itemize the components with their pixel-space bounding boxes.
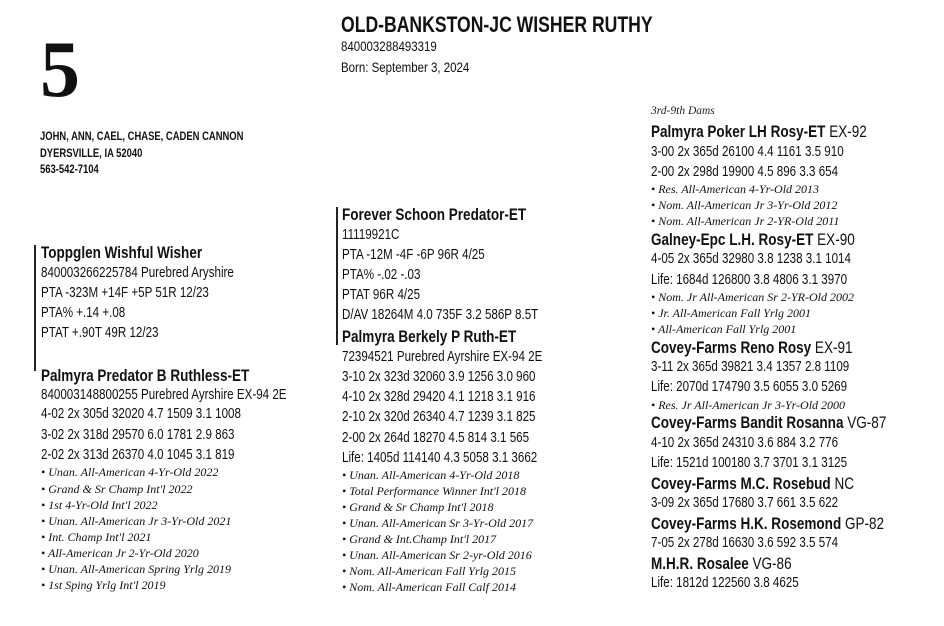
animal-registration: 840003288493319 bbox=[341, 38, 437, 54]
dam-sire-line: PTAT 96R 4/25 bbox=[342, 287, 421, 303]
pedigree-bracket-left bbox=[34, 245, 36, 371]
dam-4th-lifetime: Life: 1684d 126800 3.8 4806 3.1 3970 bbox=[651, 272, 848, 288]
dam-dam-lifetime: Life: 1405d 114140 4.3 5058 3.1 3662 bbox=[342, 450, 538, 466]
dam-line: 2-02 2x 313d 26370 4.0 1045 3.1 819 bbox=[41, 447, 235, 463]
sire-name: Toppglen Wishful Wisher bbox=[41, 244, 203, 262]
sire-line: 840003266225784 Purebred Aryshire bbox=[41, 265, 234, 281]
dam-dam-line: 4-10 2x 328d 29420 4.1 1218 3.1 916 bbox=[342, 389, 536, 405]
dam-5th-award: • Res. Jr All-American Jr 3-Yr-Old 2000 bbox=[651, 398, 846, 412]
dam-dam-award: • Grand & Sr Champ Int'l 2018 bbox=[342, 500, 494, 514]
dam-dam-award: • Total Performance Winner Int'l 2018 bbox=[342, 484, 526, 498]
dam-line: 840003148800255 Purebred Ayrshire EX-94 2E bbox=[41, 387, 287, 403]
dam-3rd-line: 2-00 2x 298d 19900 4.5 896 3.3 654 bbox=[651, 164, 839, 180]
dam-award: • Unan. All-American Spring Yrlg 2019 bbox=[41, 562, 231, 576]
dam-line: 4-02 2x 305d 32020 4.7 1509 3.1 1008 bbox=[41, 406, 241, 422]
dam-award: • Unan. All-American 4-Yr-Old 2022 bbox=[41, 465, 219, 479]
owner-names: JOHN, ANN, CAEL, CHASE, CADEN CANNON bbox=[40, 131, 244, 143]
dam-9th-name: M.H.R. Rosalee VG-86 bbox=[651, 555, 792, 573]
dam-4th-award: • Nom. Jr All-American Sr 2-YR-Old 2002 bbox=[651, 290, 854, 304]
dam-4th-award: • All-American Fall Yrlg 2001 bbox=[651, 322, 797, 336]
dam-dam-name: Palmyra Berkely P Ruth-ET bbox=[342, 328, 517, 346]
dam-dam-award: • Grand & Int.Champ Int'l 2017 bbox=[342, 532, 497, 546]
dam-4th-line: 4-05 2x 365d 32980 3.8 1238 3.1 1014 bbox=[651, 251, 851, 267]
dam-award: • Grand & Sr Champ Int'l 2022 bbox=[41, 482, 193, 496]
dam-sire-name: Forever Schoon Predator-ET bbox=[342, 206, 527, 224]
dam-9th-lifetime: Life: 1812d 122560 3.8 4625 bbox=[651, 575, 799, 591]
owner-phone: 563-542-7104 bbox=[40, 164, 99, 176]
dam-6th-name: Covey-Farms Bandit Rosanna VG-87 bbox=[651, 414, 887, 432]
dam-5th-line: 3-11 2x 365d 39821 3.4 1357 2.8 1109 bbox=[651, 359, 850, 375]
dam-3rd-name: Palmyra Poker LH Rosy-ET EX-92 bbox=[651, 123, 867, 141]
pedigree-bracket-middle bbox=[336, 207, 338, 345]
dam-5th-name: Covey-Farms Reno Rosy EX-91 bbox=[651, 339, 853, 357]
dam-6th-lifetime: Life: 1521d 100180 3.7 3701 3.1 3125 bbox=[651, 455, 848, 471]
dam-dam-line: 2-00 2x 264d 18270 4.5 814 3.1 565 bbox=[342, 430, 530, 446]
animal-born: Born: September 3, 2024 bbox=[341, 59, 470, 75]
dam-8th-name: Covey-Farms H.K. Rosemond GP-82 bbox=[651, 515, 885, 533]
dam-dam-award: • Nom. All-American Fall Yrlg 2015 bbox=[342, 564, 516, 578]
sire-line: PTA -323M +14F +5P 51R 12/23 bbox=[41, 285, 209, 301]
lot-number: 5 bbox=[40, 26, 80, 114]
animal-name: OLD-BANKSTON-JC WISHER RUTHY bbox=[341, 12, 653, 37]
dam-5th-lifetime: Life: 2070d 174790 3.5 6055 3.0 5269 bbox=[651, 379, 848, 395]
dam-3rd-award: • Nom. All-American Jr 3-Yr-Old 2012 bbox=[651, 198, 838, 212]
dam-dam-award: • Unan. All-American Sr 2-yr-Old 2016 bbox=[342, 548, 532, 562]
dam-dam-line: 2-10 2x 320d 26340 4.7 1239 3.1 825 bbox=[342, 409, 536, 425]
dam-8th-line: 7-05 2x 278d 16630 3.6 592 3.5 574 bbox=[651, 535, 839, 551]
dam-dam-line: 3-10 2x 323d 32060 3.9 1256 3.0 960 bbox=[342, 369, 536, 385]
dams-section-label: 3rd-9th Dams bbox=[651, 105, 715, 117]
dam-dam-line: 72394521 Purebred Ayrshire EX-94 2E bbox=[342, 349, 543, 365]
dam-4th-award: • Jr. All-American Fall Yrlg 2001 bbox=[651, 306, 811, 320]
dam-sire-line: PTA% -.02 -.03 bbox=[342, 267, 421, 283]
dam-award: • Int. Champ Int'l 2021 bbox=[41, 530, 152, 544]
sire-line: PTAT +.90T 49R 12/23 bbox=[41, 325, 159, 341]
dam-3rd-award: • Res. All-American 4-Yr-Old 2013 bbox=[651, 182, 820, 196]
dam-sire-line: PTA -12M -4F -6P 96R 4/25 bbox=[342, 247, 485, 263]
dam-dam-award: • Unan. All-American Sr 3-Yr-Old 2017 bbox=[342, 516, 534, 530]
owner-city: DYERSVILLE, IA 52040 bbox=[40, 148, 143, 160]
dam-7th-line: 3-09 2x 365d 17680 3.7 661 3.5 622 bbox=[651, 495, 839, 511]
dam-award: • 1st 4-Yr-Old Int'l 2022 bbox=[41, 498, 158, 512]
dam-sire-line: D/AV 18264M 4.0 735F 3.2 586P 8.5T bbox=[342, 307, 539, 323]
dam-4th-name: Galney-Epc L.H. Rosy-ET EX-90 bbox=[651, 231, 855, 249]
dam-line: 3-02 2x 318d 29570 6.0 1781 2.9 863 bbox=[41, 427, 235, 443]
dam-dam-award: • Unan. All-American 4-Yr-Old 2018 bbox=[342, 468, 520, 482]
dam-dam-award: • Nom. All-American Fall Calf 2014 bbox=[342, 580, 516, 594]
dam-3rd-award: • Nom. All-American Jr 2-YR-Old 2011 bbox=[651, 214, 840, 228]
dam-6th-line: 4-10 2x 365d 24310 3.6 884 3.2 776 bbox=[651, 435, 839, 451]
dam-award: • Unan. All-American Jr 3-Yr-Old 2021 bbox=[41, 514, 232, 528]
dam-name: Palmyra Predator B Ruthless-ET bbox=[41, 367, 250, 385]
dam-award: • 1st Sping Yrlg Int'l 2019 bbox=[41, 578, 166, 592]
dam-award: • All-American Jr 2-Yr-Old 2020 bbox=[41, 546, 199, 560]
dam-3rd-line: 3-00 2x 365d 26100 4.4 1161 3.5 910 bbox=[651, 144, 844, 160]
dam-sire-line: 11119921C bbox=[342, 227, 400, 243]
sire-line: PTA% +.14 +.08 bbox=[41, 305, 126, 321]
dam-7th-name: Covey-Farms M.C. Rosebud NC bbox=[651, 475, 854, 493]
